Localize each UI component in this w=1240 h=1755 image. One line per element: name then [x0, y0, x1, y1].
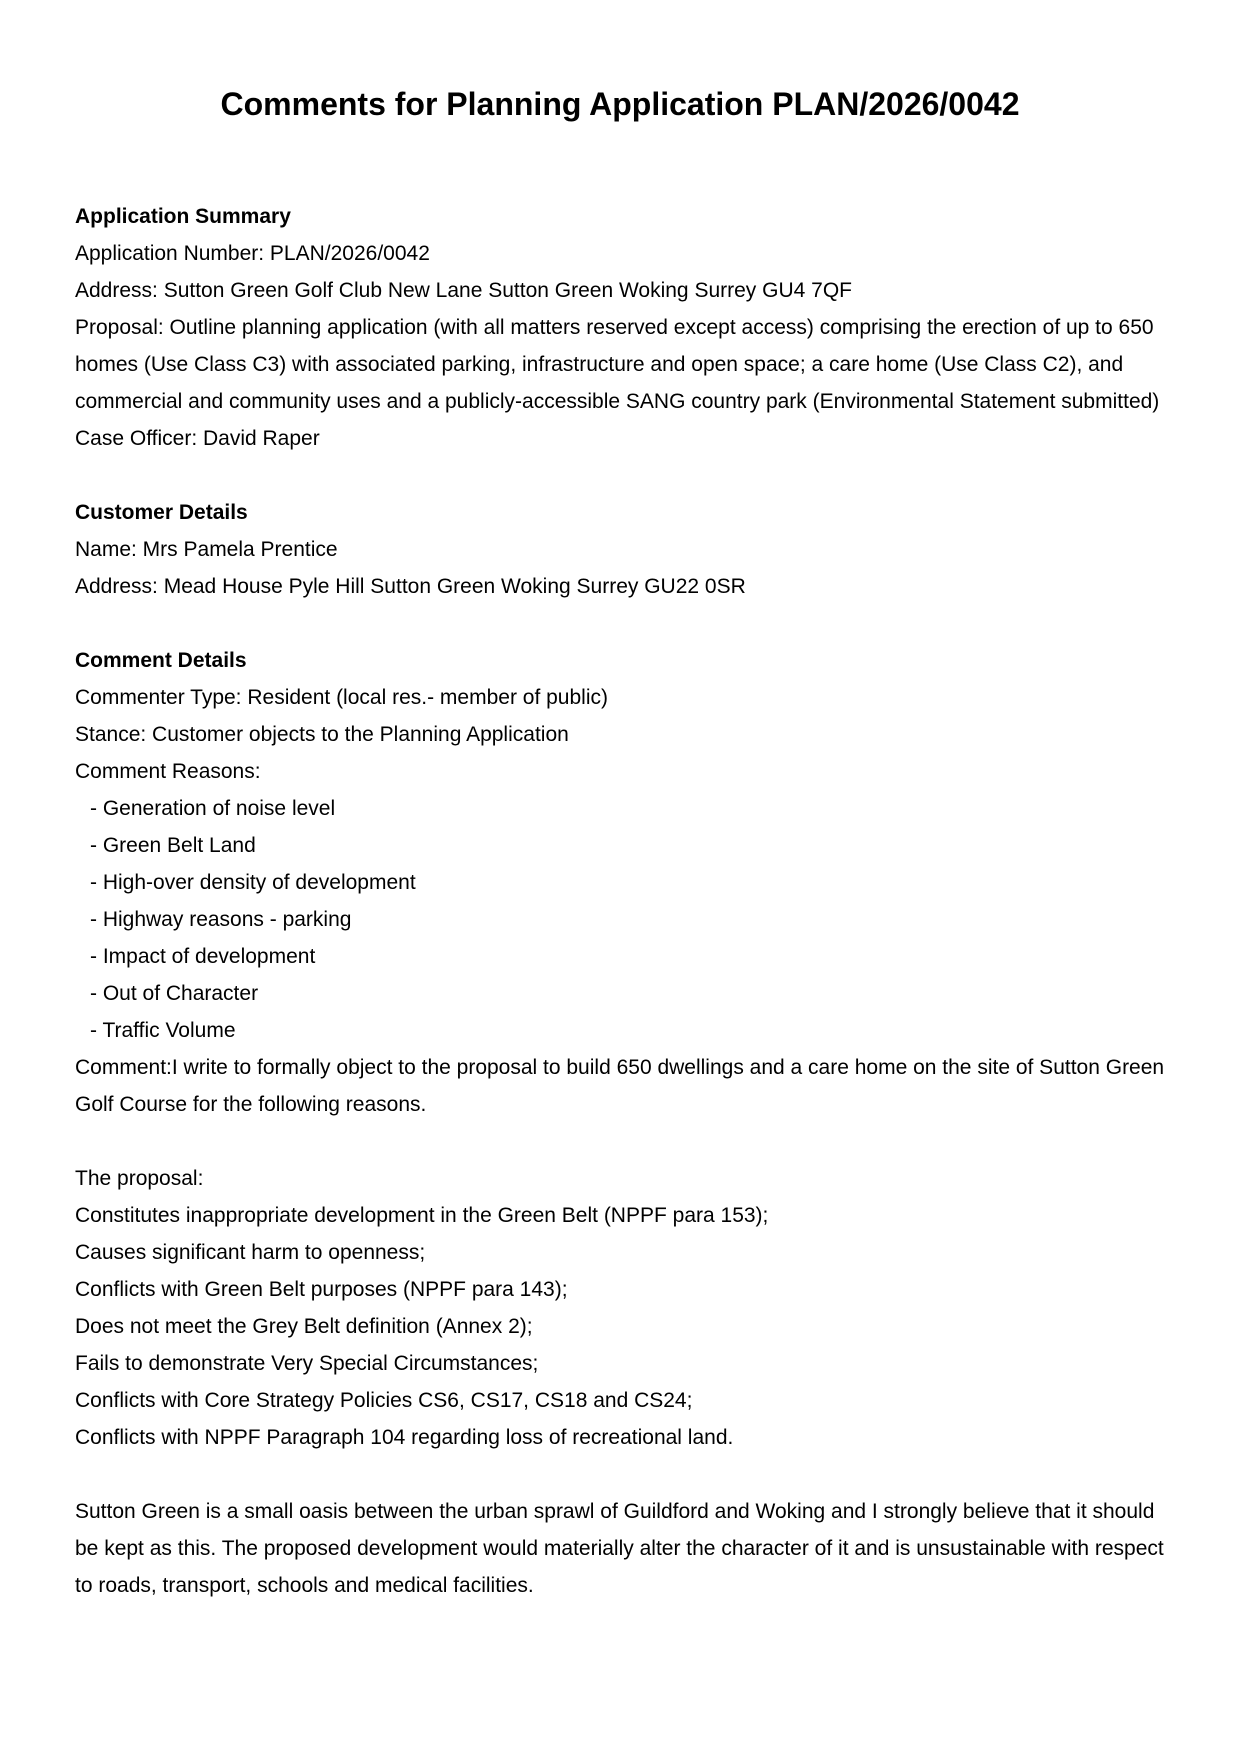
application-summary-heading: Application Summary — [75, 205, 291, 228]
proposal-point: Causes significant harm to openness; — [75, 1241, 426, 1264]
comment-reason-item: - Impact of development — [90, 945, 316, 968]
comment-reason-item: - Traffic Volume — [90, 1019, 236, 1042]
proposal-points-list — [75, 1197, 1165, 1456]
case-officer-line: Case Officer: David Raper — [75, 427, 320, 450]
proposal-point: Conflicts with Green Belt purposes (NPPF para 143); — [75, 1278, 568, 1301]
proposal-point: Does not meet the Grey Belt definition (Annex 2); — [75, 1315, 533, 1338]
proposal-label-line: The proposal: — [75, 1167, 204, 1190]
comment-intro-paragraph: Comment:I write to formally object to the proposal to build 650 dwellings and a care home on the site of Sutton Green Golf Course for the following reasons. — [75, 1056, 1165, 1116]
section-customer-details — [75, 494, 1165, 605]
comment-reason-item: - Highway reasons - parking — [90, 908, 352, 931]
closing-paragraph: Sutton Green is a small oasis between the urban sprawl of Guildford and Woking and I strongly believe that it should be kept as this. The proposed development would materially alter the character of it and is unsustainable with respect to roads, transport, schools and medical facilities. — [75, 1500, 1164, 1597]
application-proposal-paragraph: Proposal: Outline planning application (with all matters reserved except access) comprising the erection of up to 650 homes (Use Class C3) with associated parking, infrastructure and open space; a care home (Use Class C2), and commercial and community uses and a publicly-accessible SANG country park (Environmental Statement submitted) — [75, 316, 1160, 413]
comment-reasons-label: Comment Reasons: — [75, 760, 261, 783]
comment-reason-item: - Out of Character — [90, 982, 259, 1005]
comment-reason-item: - Green Belt Land — [90, 834, 256, 857]
proposal-point: Conflicts with NPPF Paragraph 104 regarding loss of recreational land. — [75, 1426, 734, 1449]
customer-name-line: Name: Mrs Pamela Prentice — [75, 538, 338, 561]
stance-line: Stance: Customer objects to the Planning Application — [75, 723, 569, 746]
commenter-type-line: Commenter Type: Resident (local res.- member of public) — [75, 686, 608, 709]
application-address-line: Address: Sutton Green Golf Club New Lane Sutton Green Woking Surrey GU4 7QF — [75, 279, 852, 302]
application-number-line: Application Number: PLAN/2026/0042 — [75, 242, 430, 265]
section-comment-details — [75, 642, 1165, 1604]
proposal-point: Conflicts with Core Strategy Policies CS6, CS17, CS18 and CS24; — [75, 1389, 693, 1412]
comment-reason-item: - Generation of noise level — [90, 797, 336, 820]
comment-reasons-list — [75, 790, 1165, 1049]
proposal-point: Constitutes inappropriate development in the Green Belt (NPPF para 153); — [75, 1204, 769, 1227]
proposal-point: Fails to demonstrate Very Special Circumstances; — [75, 1352, 539, 1375]
comment-details-heading: Comment Details — [75, 649, 247, 672]
section-application-summary — [75, 198, 1165, 457]
document-title: Comments for Planning Application PLAN/2026/0042 — [220, 86, 1020, 122]
customer-address-line: Address: Mead House Pyle Hill Sutton Green Woking Surrey GU22 0SR — [75, 575, 746, 598]
customer-details-heading: Customer Details — [75, 501, 248, 524]
comment-reason-item: - High-over density of development — [90, 871, 416, 894]
